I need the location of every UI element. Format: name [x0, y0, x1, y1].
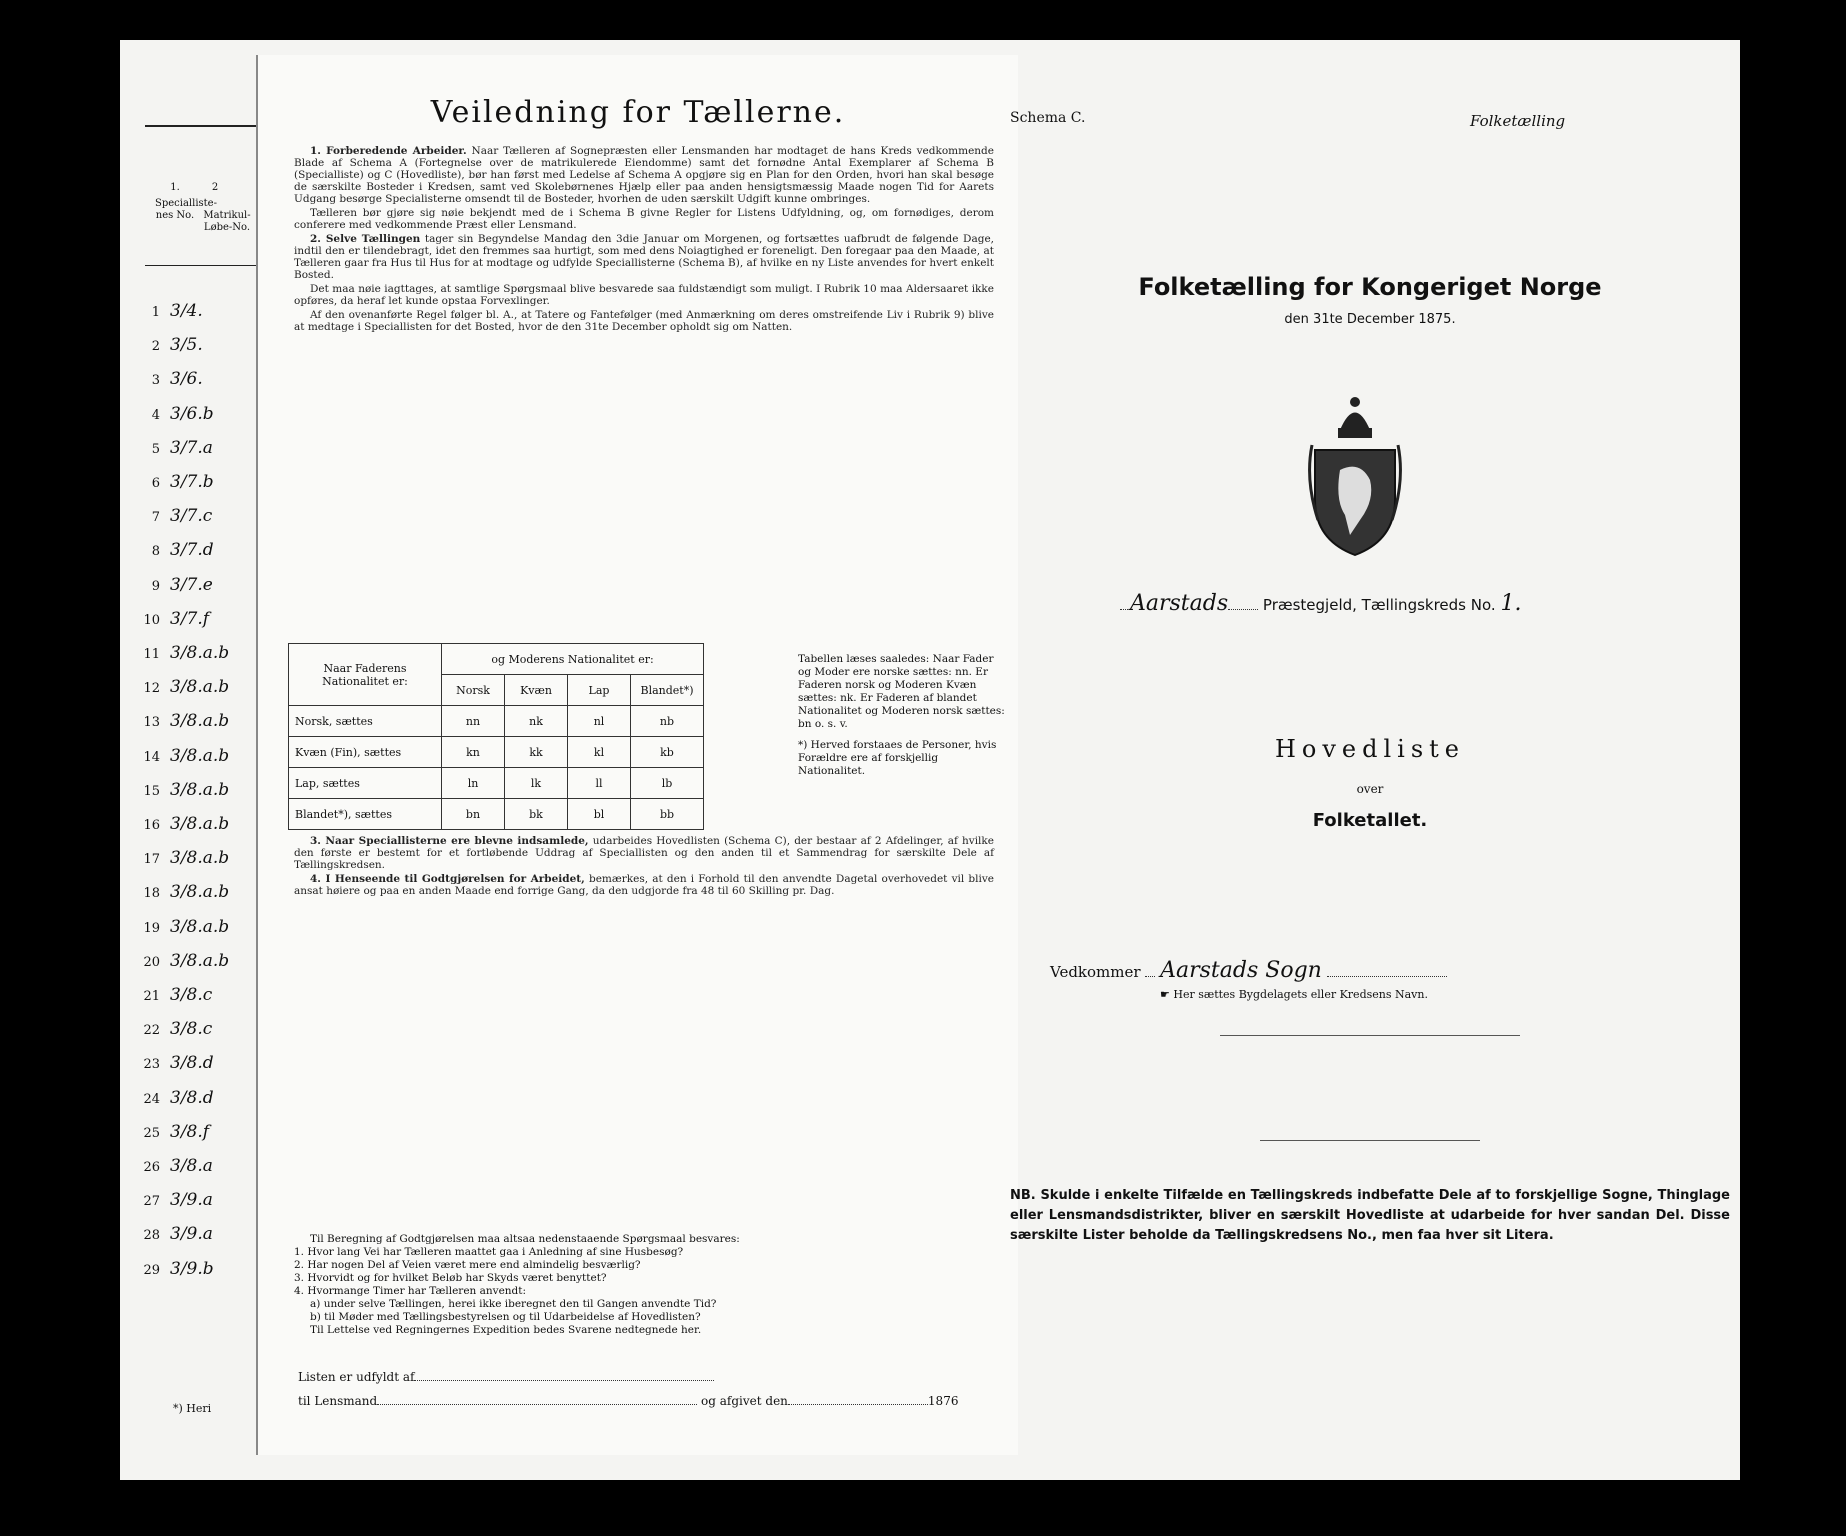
table-cell: bk — [505, 799, 568, 830]
top-rule — [145, 125, 265, 127]
guide-body — [294, 145, 994, 335]
question-item: 1. Hvor lang Vei har Tælleren maattet gaa i Anledning af sine Husbesøg? — [294, 1246, 684, 1258]
table-cell: nb — [631, 706, 704, 737]
row-number: 27 — [143, 1194, 160, 1210]
row-number: 9 — [151, 578, 160, 594]
table-col-header: Lap — [568, 675, 631, 706]
row-number: 25 — [143, 1125, 160, 1141]
row-number: 2 — [151, 339, 160, 355]
table-col-header: Kvæn — [505, 675, 568, 706]
table-row — [289, 768, 704, 799]
section2-text2: Det maa nøie iagttages, at samtlige Spørgsmaal blive besvarede saa fuldstændigt som muligt. I Rubrik 10 maa Aldersaaret ikke opføres, da heraf let kunde opstaa Forvexlinger. — [294, 283, 994, 307]
sign-label-delivered: og afgivet den — [701, 1394, 788, 1408]
row-number: 11 — [143, 647, 160, 662]
section3-heading: 3. Naar Speciallisterne ere blevne indsamlede, — [310, 835, 589, 847]
row-number: 28 — [143, 1228, 160, 1244]
parish-handwritten: Aarstads — [1130, 591, 1229, 616]
section2-text: tager sin Begyndelse Mandag den 3die Januar om Morgenen, og fortsættes uafbrudt de følgende Dage, indtil den er tilendebragt, idet den fremmes saa hurtigt, som med dens Noiagtighed er foreneligt. Den foregaar paa den Maade, at Tælleren gaar fra Hus til Hus for at modtage og udfylde Speciallisterne (Schema B), af hvilke en ny Liste anvendes for hvert enkelt Bosted. — [294, 233, 994, 281]
left-footnote: *) Heri — [173, 1402, 212, 1415]
guide-body-lower — [294, 835, 994, 899]
section4-heading: 4. I Henseende til Godtgjørelsen for Arbeidet, — [310, 873, 585, 885]
table-cell: kn — [442, 737, 505, 768]
folketallet-heading: Folketallet. — [1312, 810, 1428, 831]
row-number: 18 — [143, 886, 160, 902]
row-matrikul-value: 3/8.a.b — [170, 745, 230, 766]
table-cell: kl — [568, 737, 631, 768]
table-row — [289, 706, 704, 737]
table-row — [289, 737, 704, 768]
vedkommer-handwritten: Aarstads Sogn — [1160, 958, 1322, 983]
row-matrikul-value: 3/7.e — [170, 574, 213, 595]
row-label: Lap, sættes — [289, 768, 442, 799]
row-matrikul-value: 3/8.c — [170, 1019, 213, 1040]
questions-outro: Til Lettelse ved Regningernes Expedition bedes Svarene nedtegnede her. — [310, 1324, 702, 1336]
row-matrikul-value: 3/8.a.b — [170, 848, 230, 869]
row-matrikul-value: 3/6.b — [170, 403, 214, 424]
herset-text: Her sættes Bygdelagets eller Kredsens Navn. — [1173, 988, 1428, 1001]
row-matrikul-value: 3/7.f — [170, 608, 210, 629]
table-col-header: Norsk — [442, 675, 505, 706]
row-matrikul-value: 3/8.a — [170, 1156, 213, 1176]
row-number: 16 — [143, 818, 160, 833]
row-number: 24 — [143, 1091, 160, 1107]
table-footnote: *) Herved forstaaes de Personer, hvis Forældre ere af forskjellig Nationalitet. — [798, 739, 997, 777]
row-matrikul-value: 3/8.a.b — [170, 882, 230, 903]
row-matrikul-value: 3/8.a.b — [170, 950, 230, 971]
table-cell: bn — [442, 799, 505, 830]
guide-title: Veiledning for Tællerne. — [430, 95, 846, 130]
col2-header: Matrikul-Løbe-No. — [203, 210, 251, 233]
kreds-handwritten: 1. — [1500, 591, 1522, 616]
col1-header: Specialliste-nes No. — [155, 198, 217, 221]
row-matrikul-value: 3/7.c — [170, 506, 213, 527]
col2-number: 2 — [211, 182, 219, 193]
table-note-text: Tabellen læses saaledes: Naar Fader og Moder ere norske sættes: nn. Er Faderen norsk og Moderen Kvæn sættes: nk. Er Faderen af blandet Nationalitet og Moderen norsk sættes: bn o. s. v. — [798, 653, 1005, 730]
divider — [1220, 1035, 1520, 1036]
table-col-header: Blandet*) — [631, 675, 704, 706]
census-title: Folketælling for Kongeriget Norge — [1138, 273, 1602, 301]
parish-text: Præstegjeld, Tællingskreds No. — [1262, 596, 1496, 614]
row-number: 10 — [143, 612, 160, 628]
title-page — [1010, 60, 1730, 1460]
row-number: 12 — [143, 681, 160, 697]
row-number: 4 — [151, 407, 160, 423]
questions-intro: Til Beregning af Godtgjørelsen maa altsaa nedenstaaende Spørgsmaal besvares: — [310, 1233, 740, 1245]
parish-line — [1120, 591, 1680, 616]
row-number: 21 — [143, 989, 160, 1004]
census-date: den 31te December 1875. — [1284, 312, 1456, 327]
row-matrikul-value: 3/7.b — [170, 472, 214, 492]
sign-year: 1876 — [927, 1394, 959, 1408]
table-cell: ll — [568, 768, 631, 799]
row-number: 6 — [151, 476, 160, 491]
over-text: over — [1356, 782, 1384, 796]
table-cell: nl — [568, 706, 631, 737]
row-label: Kvæn (Fin), sættes — [289, 737, 442, 768]
row-number: 26 — [143, 1160, 160, 1175]
questions-block — [294, 1233, 994, 1337]
row-matrikul-value: 3/8.d — [170, 1087, 214, 1108]
row-number: 8 — [151, 544, 160, 560]
table-cell: bb — [631, 799, 704, 830]
handwritten-top: Folketælling — [1470, 112, 1566, 130]
row-matrikul-value: 3/4. — [170, 301, 203, 321]
section4-text: bemærkes, at den i Forhold til den anvendte Dagetal overhovedet vil blive ansat høiere og paa en anden Maade end forrige Gang, da den udgjorde fra 48 til 60 Skilling pr. Dag. — [294, 873, 994, 897]
section2-heading: 2. Selve Tællingen — [310, 233, 421, 245]
row-number: 7 — [151, 510, 160, 526]
question-item: 2. Har nogen Del af Veien været mere end almindelig besværlig? — [294, 1259, 641, 1271]
table-cell: bl — [568, 799, 631, 830]
row-number: 15 — [143, 783, 160, 799]
divider — [1260, 1140, 1480, 1141]
row-matrikul-value: 3/6. — [170, 369, 203, 390]
herset-note: ☛ Her sættes Bygdelagets eller Kredsens Navn. — [1160, 988, 1428, 1001]
section1-text: Naar Tælleren af Sognepræsten eller Lensmanden har modtaget de hans Kreds vedkommende Blade af Schema A (Fortegnelse over de matrikulerede Eiendomme) samt det fornødne Antal Exemplarer af Schema B (Specialliste) og C (Hovedliste), bør han først med Ledelse af Schema A opgjøre sig en Plan for den Orden, hvori han skal besøge de særskilte Bosteder i Kredsen, samt ved Skolebørnenes Hjælp eller paa anden hensigtsmæssig Maade nogen Tid for Aarets Udgang besørge Specialisterne omsendt til de Bosteder, hvorhen de uden særskilt Udgift kunne ombringes. — [294, 145, 994, 205]
row-matrikul-value: 3/8.a.b — [170, 814, 230, 834]
vedkommer-label: Vedkommer — [1050, 963, 1141, 981]
table-cell: lb — [631, 768, 704, 799]
row-number: 19 — [143, 920, 160, 936]
coat-of-arms-icon — [1300, 390, 1410, 560]
signature-lines — [298, 1365, 958, 1413]
nb-note: NB. Skulde i enkelte Tilfælde en Tællingskreds indbefatte Dele af to forskjellige Sogne, Thinglage eller Lensmandsdistrikter, bliver en særskilt Hovedliste at udarbeide for hver sandan Del. Disse særskilte Lister beholde da Tællingskredsens No., men faa hver sit Litera. — [1010, 1188, 1730, 1243]
table-head-left: Naar Faderens Nationalitet er: — [289, 644, 442, 706]
table-row — [289, 799, 704, 830]
row-number: 17 — [143, 852, 160, 868]
table-cell: nk — [505, 706, 568, 737]
section2-text3: Af den ovenanførte Regel følger bl. A., at Tatere og Fantefølger (med Anmærkning om deres omstreifende Liv i Rubrik 9) blive at medtage i Speciallisten for det Bosted, hvor de den 31te December opholdt sig om Natten. — [294, 309, 994, 333]
left-strip-register — [125, 60, 265, 1460]
sign-label-lensmand: til Lensmand — [298, 1394, 378, 1408]
row-number: 5 — [151, 441, 160, 457]
row-matrikul-value: 3/9.b — [170, 1258, 214, 1279]
row-matrikul-value: 3/7.a — [170, 437, 213, 458]
col1-number: 1. — [170, 182, 180, 193]
row-label: Norsk, sættes — [289, 706, 442, 737]
row-matrikul-value: 3/8.a.b — [170, 643, 230, 663]
row-matrikul-value: 3/8.c — [170, 985, 213, 1005]
table-cell: nn — [442, 706, 505, 737]
row-matrikul-value: 3/7.d — [170, 540, 214, 561]
hovedliste-heading: Hovedliste — [1274, 735, 1466, 763]
row-matrikul-value: 3/5. — [170, 335, 203, 356]
table-cell: kb — [631, 737, 704, 768]
question-item: 3. Hvorvidt og for hvilket Beløb har Skyds været benyttet? — [294, 1272, 607, 1284]
section3-text: udarbeides Hovedlisten (Schema C), der bestaar af 2 Afdelinger, af hvilke den første er bestemt for et fortløbende Uddrag af Speciallisten og den anden til et Sammendrag for særskilte Dele af Tællingskredsen. — [294, 835, 994, 871]
row-number: 1 — [151, 305, 160, 320]
row-matrikul-value: 3/8.d — [170, 1053, 214, 1074]
table-head-mid: og Moderens Nationalitet er: — [442, 644, 704, 675]
question-item: a) under selve Tællingen, herei ikke iberegnet den til Gangen anvendte Tid? — [310, 1298, 717, 1310]
row-matrikul-value: 3/8.a.b — [170, 711, 230, 732]
table-cell: kk — [505, 737, 568, 768]
row-number: 22 — [143, 1023, 160, 1039]
row-number: 29 — [143, 1262, 160, 1278]
row-matrikul-value: 3/9.a — [170, 1224, 213, 1245]
row-matrikul-value: 3/9.a — [170, 1190, 213, 1211]
row-matrikul-value: 3/8.f — [170, 1121, 210, 1142]
nationality-table — [288, 643, 704, 830]
row-number: 23 — [143, 1057, 160, 1073]
row-matrikul-value: 3/8.a.b — [170, 916, 230, 937]
row-number: 14 — [143, 749, 160, 765]
sign-label-filled-by: Listen er udfyldt af — [298, 1370, 415, 1384]
row-number: 20 — [143, 954, 160, 970]
schema-label: Schema C. — [1010, 110, 1086, 126]
row-number: 13 — [143, 715, 160, 731]
row-matrikul-value: 3/8.a.b — [170, 779, 230, 800]
header-rule — [145, 265, 265, 266]
table-cell: lk — [505, 768, 568, 799]
section1-heading: 1. Forberedende Arbeider. — [310, 145, 467, 157]
question-item: b) til Møder med Tællingsbestyrelsen og til Udarbeidelse af Hovedlisten? — [310, 1311, 701, 1323]
row-matrikul-value: 3/8.a.b — [170, 677, 230, 698]
vedkommer-line — [1050, 958, 1447, 983]
table-cell: ln — [442, 768, 505, 799]
table-note — [798, 653, 1008, 778]
guide-page — [258, 55, 1018, 1455]
row-number: 3 — [151, 373, 160, 389]
row-label: Blandet*), sættes — [289, 799, 442, 830]
section1-text2: Tælleren bør gjøre sig nøie bekjendt med de i Schema B givne Regler for Listens Udfyldning, og, om fornødiges, derom conferere med vedkommende Præst eller Lensmand. — [294, 207, 994, 231]
question-item: 4. Hvormange Timer har Tælleren anvendt: — [294, 1285, 527, 1297]
